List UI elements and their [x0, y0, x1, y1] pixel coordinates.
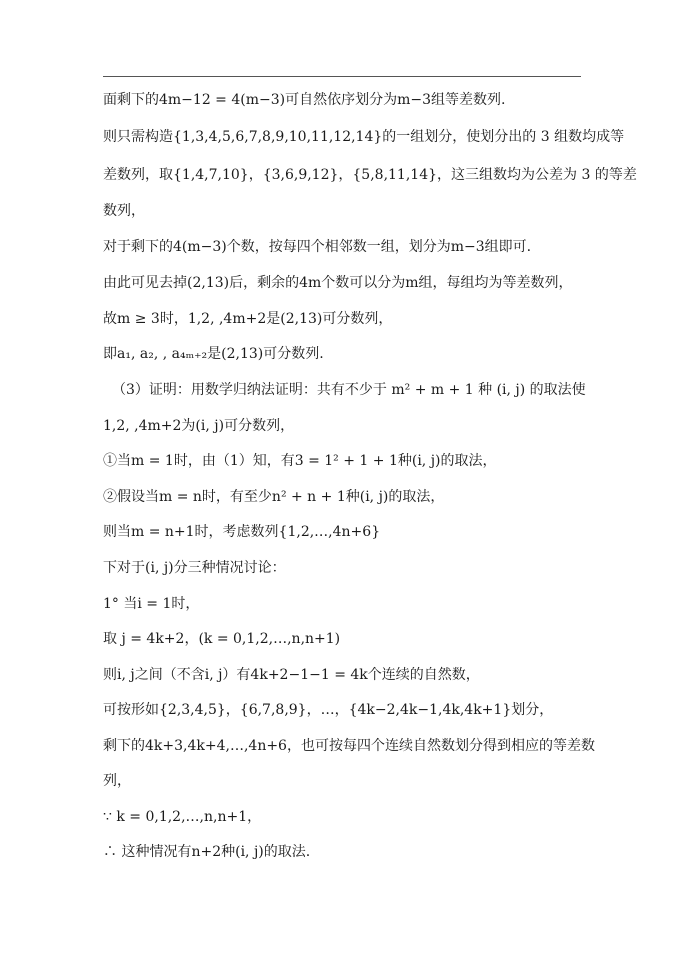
text-line: 1,2, ,4m+2为(i, j)可分数列， [103, 418, 295, 434]
text-line: 面剩下的4m−12 = 4(m−3)可自然依序划分为m−3组等差数列. [103, 92, 506, 108]
header-rule [103, 76, 581, 77]
text-line: 故m ≥ 3时，1,2, ,4m+2是(2,13)可分数列， [103, 311, 393, 327]
text-line: （3）证明：用数学归纳法证明：共有不少于 m² + m + 1 种 (i, j) 的取法使 [112, 382, 586, 398]
text-line: 对于剩下的4(m−3)个数，按每四个相邻数一组，划分为m−3组即可. [103, 239, 532, 255]
text-line: ②假设当m = n时，有至少n² + n + 1种(i, j)的取法， [103, 489, 445, 505]
text-line: 则当m = n+1时，考虑数列{1,2,…,4n+6} [103, 524, 381, 540]
text-line: 由此可见去掉(2,13)后，剩余的4m个数可以分为m组，每组均为等差数列， [103, 275, 573, 291]
text-line: ①当m = 1时，由（1）知，有3 = 1² + 1 + 1种(i, j)的取法， [103, 453, 497, 469]
text-line: 差数列，取{1,4,7,10}，{3,6,9,12}，{5,8,11,14}，这三组数均为公差为 3 的等差 [103, 167, 637, 183]
text-line: 取 j = 4k+2，(k = 0,1,2,…,n,n+1) [103, 631, 341, 647]
text-line: 即a₁, a₂, , a₄ₘ₊₂是(2,13)可分数列. [103, 346, 324, 362]
text-line: 则只需构造{1,3,4,5,6,7,8,9,10,11,12,14}的一组划分，使划分出的 3 组数均成等 [103, 129, 625, 145]
text-line: ∴ 这种情况有n+2种(i, j)的取法. [103, 844, 311, 860]
text-line: ∵ k = 0,1,2,…,n,n+1， [103, 809, 262, 825]
text-line: 下对于(i, j)分三种情况讨论： [103, 560, 286, 576]
text-line: 数列， [103, 203, 145, 219]
text-line: 则i, j之间（不含i, j）有4k+2−1−1 = 4k个连续的自然数， [103, 667, 480, 683]
text-line: 剩下的4k+3,4k+4,…,4n+6，也可按每四个连续自然数划分得到相应的等差数 [103, 738, 595, 754]
text-line: 1° 当i = 1时， [103, 596, 200, 612]
text-line: 列， [103, 773, 131, 789]
text-line: 可按形如{2,3,4,5}，{6,7,8,9}，…，{4k−2,4k−1,4k,4k+1}划分， [103, 702, 554, 718]
